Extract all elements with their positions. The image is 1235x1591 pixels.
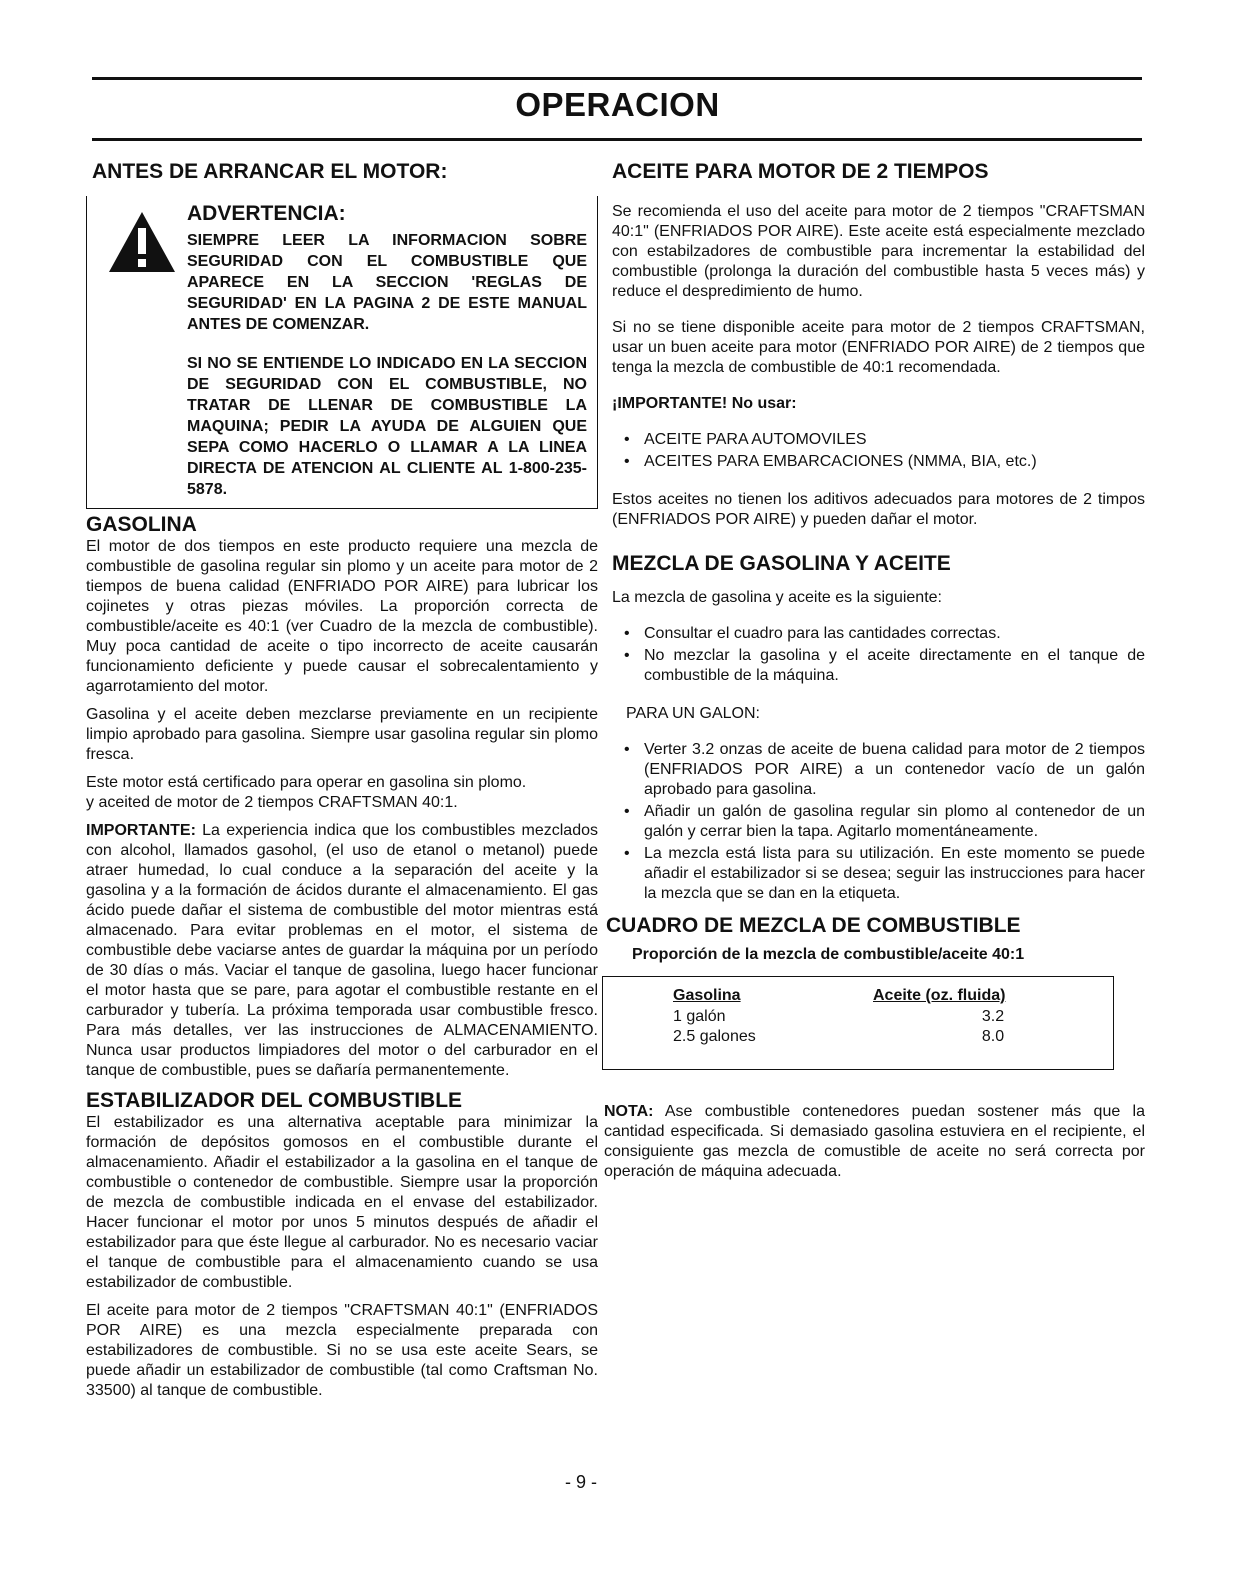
note-text: Ase combustible contenedores puedan sostener más que la cantidad especificada. Si demasiado gasolina estuviera en el recipiente, el consiguiente gas mezcla de comustible de aceite no será correcta por operación de máquina adecuada. [604, 1103, 1145, 1180]
per-gallon-label: PARA UN GALON: [626, 705, 760, 722]
right-column [604, 160, 1145, 1182]
warning-box [86, 196, 598, 509]
cell-oil: 3.2 [981, 1008, 1005, 1025]
list-item: • No mezclar la gasolina y el aceite directamente en el tanque de combustible de la máquina. [612, 646, 1145, 686]
gasolina-paragraph-1: El motor de dos tiempos en este producto requiere una mezcla de combustible de gasolina regular sin plomo y un aceite para motor de 2 tiempos de buena calidad (ENFRIADO POR AIRE) para lubricar los cojinetes y otras piezas móviles. La proporción correcta de combustible/aceite es 40:1 (ver Cuadro de la mezcla de combustible). Muy poca cantidad de aceite o tipo incorrecto de aceite causarán funcionamiento deficiente y puede causar el sobrecalentamiento y agarrotamiento del motor. [86, 538, 598, 695]
cell-oil: 8.0 [981, 1028, 1005, 1045]
cell-gasoline: 2.5 galones [673, 1028, 756, 1045]
table-header-row [603, 987, 1113, 1007]
mix-bullet-list [612, 624, 1145, 686]
oil-paragraph-2: Si no se tiene disponible aceite para motor de 2 tiempos CRAFTSMAN, usar un buen aceite para motor (ENFRIADO POR AIRE) de 2 tiempos que tenga la mezcla de combustible de 40:1 recomendada. [612, 319, 1145, 376]
mix-heading: MEZCLA DE GASOLINA Y ACEITE [612, 552, 951, 575]
oil-important-label: ¡IMPORTANTE! No usar: [612, 395, 797, 412]
gasolina-paragraph-3a: Este motor está certificado para operar en gasolina sin plomo. [86, 774, 527, 791]
note-paragraph [604, 1102, 1145, 1182]
page-number: - 9 - [565, 1472, 598, 1492]
table-row [603, 1027, 1113, 1047]
list-item: • Consultar el cuadro para las cantidades correctas. [612, 624, 1145, 644]
page-title: OPERACION [515, 86, 720, 123]
left-column [86, 160, 598, 1401]
fuel-chart-subheading: Proporción de la mezcla de combustible/aceite 40:1 [632, 946, 1025, 963]
stabilizer-paragraph-1: El estabilizador es una alternativa aceptable para minimizar la formación de depósitos gomosos en el combustible durante el almacenamiento. Añadir el estabilizador a la gasolina en el tanque de combustible o contenedor de combustible. Siempre usar la proporción de mezcla de combustible indicada en el envase del estabilizador. Hacer funcionar el motor por unos 5 minutos después de añadir el estabilizador para que éste llegue al carburador. No es necesario vaciar el tanque de combustible para el almacenamiento cuando se usa estabilizador de combustible. [86, 1114, 598, 1291]
important-label: IMPORTANTE: [86, 822, 196, 839]
list-item: • ACEITES PARA EMBARCACIONES (NMMA, BIA, etc.) [612, 452, 1145, 472]
fuel-mix-table [602, 976, 1114, 1070]
list-item: • Verter 3.2 onzas de aceite de buena calidad para motor de 2 tiempos (ENFRIADOS POR AIRE) a un contenedor vacío de un galón aprobado para gasolina. [612, 740, 1145, 800]
oil-paragraph-1: Se recomienda el uso del aceite para motor de 2 tiempos "CRAFTSMAN 40:1" (ENFRIADOS POR AIRE). Este aceite está especialmente mezclado con estabilzadores de combustible para incrementar la estabilidad del combustible (prolonga la duración del combustible hasta 5 veces más) y reduce el despredimiento de humo. [612, 203, 1145, 300]
stabilizer-heading: ESTABILIZADOR DEL COMBUSTIBLE [86, 1089, 463, 1112]
list-item: • ACEITE PARA AUTOMOVILES [612, 430, 1145, 450]
warning-triangle-icon [107, 210, 177, 274]
column-header-gasoline: Gasolina [673, 987, 741, 1004]
gasolina-heading: GASOLINA [86, 513, 197, 536]
top-rule [92, 77, 1142, 80]
title-underline [92, 138, 1142, 141]
warning-text-2: SI NO SE ENTIENDE LO INDICADO EN LA SECCION DE SEGURIDAD CON EL COMBUSTIBLE, NO TRATAR DE LLENAR DE COMBUSTIBLE LA MAQUINA; PEDIR LA AYUDA DE ALGUIEN QUE SEPA COMO HACERLO O LLAMAR A LA LINEA DIRECTA DE ATENCION AL CLIENTE AL 1-800-235-5878. [187, 355, 587, 498]
mix-steps-list [612, 740, 1145, 904]
list-item: • Añadir un galón de gasolina regular sin plomo al contenedor de un galón y cerrar bien la tapa. Agitarlo momentáneamente. [612, 802, 1145, 842]
warning-title: ADVERTENCIA: [187, 202, 346, 225]
gasolina-paragraph-3b: y aceited de motor de 2 tiempos CRAFTSMAN 40:1. [86, 794, 458, 811]
oil-heading: ACEITE PARA MOTOR DE 2 TIEMPOS [612, 160, 989, 183]
gasolina-paragraph-2: Gasolina y el aceite deben mezclarse previamente en un recipiente limpio aprobado para gasolina. Siempre usar gasolina regular sin plomo fresca. [86, 706, 598, 763]
warning-text-1: SIEMPRE LEER LA INFORMACION SOBRE SEGURIDAD CON EL COMBUSTIBLE QUE APARECE EN LA SECCION 'REGLAS DE SEGURIDAD' EN LA PAGINA 2 DE ESTE MANUAL ANTES DE COMENZAR. [187, 232, 587, 333]
oil-paragraph-3: Estos aceites no tienen los aditivos adecuados para motores de 2 timpos (ENFRIADOS POR AIRE) y pueden dañar el motor. [612, 491, 1145, 528]
list-item: • La mezcla está lista para su utilización. En este momento se puede añadir el estabilizador si se desea; seguir las instrucciones para hacer la mezcla que se dan en la etiqueta. [612, 844, 1145, 904]
table-row [603, 1007, 1113, 1027]
fuel-chart-heading: CUADRO DE MEZCLA DE COMBUSTIBLE [606, 914, 1021, 937]
oil-not-use-list [612, 430, 1145, 472]
before-start-heading: ANTES DE ARRANCAR EL MOTOR: [92, 160, 448, 183]
important-text: La experiencia indica que los combustibles mezclados con alcohol, llamados gasohol, (el uso de etanol o metanol) puede atraer humedad, lo cual conduce a la separación del aceite y la gasolina y a la formación de ácidos durante el almacenamiento. El gas ácido puede dañar el sistema de combustible del motor mientras está almacenado. Para evitar problemas en el motor, el sistema de combustible debe vaciarse antes de guardar la máquina por un período de 30 días o más. Vaciar el tanque de gasolina, luego hacer funcionar el motor hasta que se pare, para agotar el combustible restante en el carburador y tubería. La próxima temporada usar combustible fresco. Para más detalles, ver las instrucciones de ALMACENAMIENTO. Nunca usar productos limpiadores del motor o del carburador en el tanque de combustible, pues se dañaría permanentemente. [86, 822, 598, 1079]
column-header-oil: Aceite (oz. fluida) [873, 987, 1006, 1004]
cell-gasoline: 1 galón [673, 1008, 726, 1025]
mix-intro: La mezcla de gasolina y aceite es la siguiente: [612, 589, 942, 606]
gasolina-important-paragraph [86, 821, 598, 1081]
note-label: NOTA: [604, 1103, 654, 1120]
stabilizer-paragraph-2: El aceite para motor de 2 tiempos "CRAFTSMAN 40:1" (ENFRIADOS POR AIRE) es una mezcla especialmente preparada con estabilizadores de combustible. Si no se usa este aceite Sears, se puede añadir un estabilizador de combustible (tal como Craftsman No. 33500) al tanque de combustible. [86, 1302, 598, 1399]
